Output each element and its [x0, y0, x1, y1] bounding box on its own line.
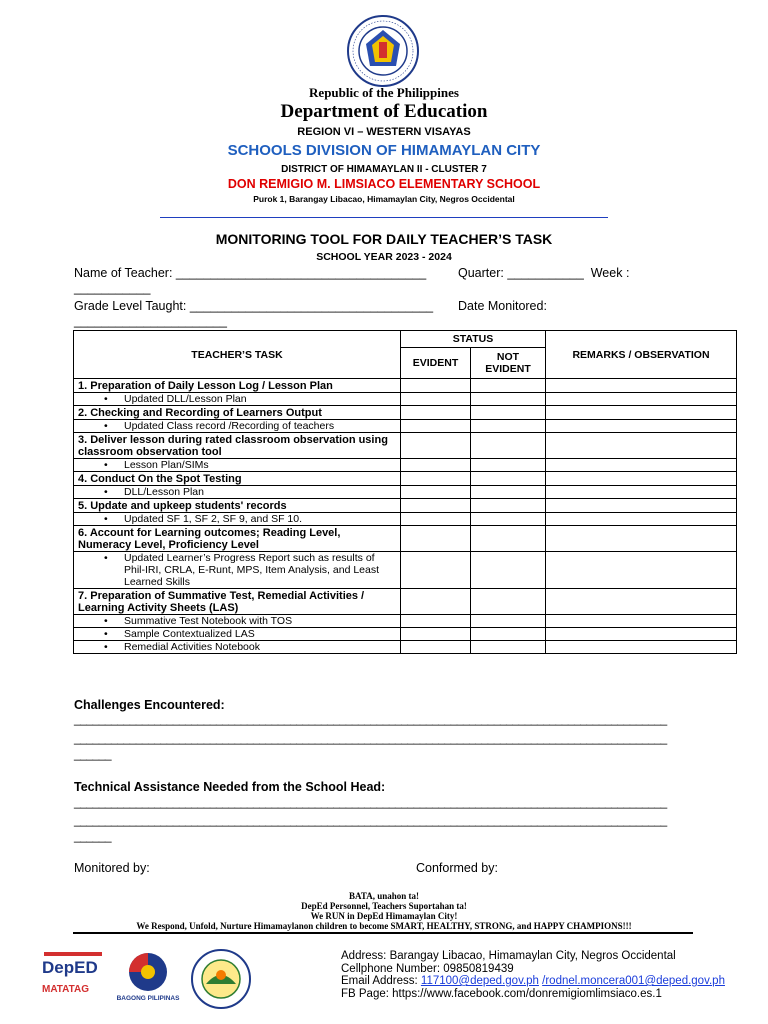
- task-item-label: • Updated SF 1, SF 2, SF 9, and SF 10.: [74, 513, 401, 526]
- not-evident-cell[interactable]: [471, 379, 546, 393]
- quarter-week-field[interactable]: Quarter: ___________ Week :: [458, 266, 630, 280]
- task-category-label: 7. Preparation of Summative Test, Remedial Activities / Learning Activity Sheets (LAS): [74, 589, 401, 615]
- conformed-by-label: Conformed by:: [416, 861, 498, 875]
- task-item-row: [74, 486, 737, 499]
- task-item-row: [74, 552, 737, 589]
- remarks-cell[interactable]: [546, 526, 737, 552]
- task-category-row: [74, 379, 737, 393]
- remarks-cell[interactable]: [546, 552, 737, 589]
- remarks-cell[interactable]: [546, 641, 737, 654]
- evident-cell[interactable]: [401, 393, 471, 406]
- remarks-cell[interactable]: [546, 628, 737, 641]
- technical-line-2[interactable]: ________________________________________________________________________________________________: [74, 813, 667, 827]
- remarks-cell[interactable]: [546, 615, 737, 628]
- task-item-row: [74, 513, 737, 526]
- remarks-cell[interactable]: [546, 379, 737, 393]
- district-heading: DISTRICT OF HIMAMAYLAN II - CLUSTER 7: [281, 164, 487, 175]
- task-category-label: 3. Deliver lesson during rated classroom observation using classroom observation tool: [74, 433, 401, 459]
- footer-motto: BATA, unahon ta! DepEd Personnel, Teachers Suportahan ta! We RUN in DepEd Himamaylan City! We Respond, Unfold, Nurture Himamaylanon children to become SMART, HEALTHY, STRONG, and HAPPY CHAMPIONS!!!: [136, 891, 632, 931]
- challenges-line-2[interactable]: ________________________________________________________________________________________________: [74, 731, 667, 745]
- task-item-row: [74, 628, 737, 641]
- not-evident-cell[interactable]: [471, 513, 546, 526]
- not-evident-cell[interactable]: [471, 615, 546, 628]
- monitored-by-label: Monitored by:: [74, 861, 150, 875]
- deped-seal-logo: [346, 14, 420, 88]
- task-item-row: [74, 420, 737, 433]
- header-not-evident: NOT EVIDENT: [471, 348, 546, 379]
- evident-cell[interactable]: [401, 615, 471, 628]
- remarks-cell[interactable]: [546, 472, 737, 486]
- challenges-line-3[interactable]: ______: [74, 747, 112, 761]
- task-category-row: [74, 433, 737, 459]
- evident-cell[interactable]: [401, 486, 471, 499]
- footer-contact: [341, 950, 725, 1000]
- document-title: MONITORING TOOL FOR DAILY TEACHER’S TASK: [215, 231, 553, 247]
- evident-cell[interactable]: [401, 526, 471, 552]
- not-evident-cell[interactable]: [471, 499, 546, 513]
- header-teachers-task: TEACHER’S TASK: [74, 331, 401, 379]
- remarks-cell[interactable]: [546, 513, 737, 526]
- remarks-cell[interactable]: [546, 589, 737, 615]
- not-evident-cell[interactable]: [471, 628, 546, 641]
- evident-cell[interactable]: [401, 641, 471, 654]
- evident-cell[interactable]: [401, 628, 471, 641]
- not-evident-cell[interactable]: [471, 459, 546, 472]
- task-category-row: [74, 472, 737, 486]
- evident-cell[interactable]: [401, 513, 471, 526]
- task-item-label: • Remedial Activities Notebook: [74, 641, 401, 654]
- footer-cellphone: Cellphone Number: 09850819439: [341, 962, 514, 975]
- task-item-label: • Updated Learner’s Progress Report such as results of Phil-IRI, CRLA, E-Runt, MPS, Item Analysis, and Least Learned Skills: [74, 552, 401, 589]
- bagong-pilipinas-caption: BAGONG PILIPINAS: [116, 995, 180, 1002]
- task-item-label: • Lesson Plan/SIMs: [74, 459, 401, 472]
- footer-address: Address: Barangay Libacao, Himamaylan City, Negros Occidental: [341, 950, 676, 962]
- task-table: [73, 330, 737, 654]
- not-evident-cell[interactable]: [471, 406, 546, 420]
- task-category-row: [74, 589, 737, 615]
- not-evident-cell[interactable]: [471, 486, 546, 499]
- footer-divider: [73, 932, 693, 934]
- task-item-row: [74, 459, 737, 472]
- teacher-name-field[interactable]: Name of Teacher: ____________________________________: [74, 266, 427, 280]
- task-item-label: • DLL/Lesson Plan: [74, 486, 401, 499]
- grade-level-field[interactable]: Grade Level Taught: ___________________________________: [74, 299, 434, 313]
- not-evident-cell[interactable]: [471, 552, 546, 589]
- remarks-cell[interactable]: [546, 486, 737, 499]
- challenges-line-1[interactable]: ________________________________________________________________________________________________: [74, 712, 667, 726]
- not-evident-cell[interactable]: [471, 420, 546, 433]
- remarks-cell[interactable]: [546, 499, 737, 513]
- division-seal-logo: [190, 948, 252, 1010]
- task-category-label: 6. Account for Learning outcomes; Reading Level, Numeracy Level, Proficiency Level: [74, 526, 401, 552]
- task-item-row: [74, 615, 737, 628]
- evident-cell[interactable]: [401, 406, 471, 420]
- evident-cell[interactable]: [401, 433, 471, 459]
- not-evident-cell[interactable]: [471, 641, 546, 654]
- not-evident-cell[interactable]: [471, 589, 546, 615]
- evident-cell[interactable]: [401, 499, 471, 513]
- challenges-label: Challenges Encountered:: [74, 698, 225, 712]
- evident-cell[interactable]: [401, 379, 471, 393]
- email-link-2[interactable]: /rodnel.moncera001@deped.gov.ph: [542, 975, 725, 987]
- evident-cell[interactable]: [401, 420, 471, 433]
- header-divider: [160, 217, 608, 218]
- division-heading: SCHOOLS DIVISION OF HIMAMAYLAN CITY: [227, 142, 541, 159]
- bagong-pilipinas-logo: [118, 951, 178, 993]
- deped-matatag-logo: DepED MATATAG: [40, 952, 106, 1002]
- technical-assistance-label: Technical Assistance Needed from the School Head:: [74, 780, 386, 794]
- footer-email: Email Address: 117100@deped.gov.ph /rodnel.moncera001@deped.gov.ph: [341, 975, 725, 987]
- task-item-label: • Updated Class record /Recording of teachers: [74, 420, 401, 433]
- task-category-label: 5. Update and upkeep students' records: [74, 499, 401, 513]
- task-category-row: [74, 406, 737, 420]
- week-blank[interactable]: ___________: [74, 281, 151, 295]
- task-item-row: [74, 641, 737, 654]
- header-evident: EVIDENT: [401, 348, 471, 379]
- task-category-label: 2. Checking and Recording of Learners Output: [74, 406, 401, 420]
- date-monitored-blank[interactable]: ______________________: [74, 314, 227, 328]
- not-evident-cell[interactable]: [471, 472, 546, 486]
- header-status: STATUS: [401, 331, 546, 348]
- school-year: SCHOOL YEAR 2023 - 2024: [316, 251, 452, 263]
- header-remarks: REMARKS / OBSERVATION: [546, 331, 737, 379]
- task-item-row: [74, 393, 737, 406]
- not-evident-cell[interactable]: [471, 526, 546, 552]
- evident-cell[interactable]: [401, 472, 471, 486]
- task-category-row: [74, 526, 737, 552]
- remarks-cell[interactable]: [546, 420, 737, 433]
- task-category-row: [74, 499, 737, 513]
- task-item-label: • Sample Contextualized LAS: [74, 628, 401, 641]
- task-item-label: • Summative Test Notebook with TOS: [74, 615, 401, 628]
- school-name: DON REMIGIO M. LIMSIACO ELEMENTARY SCHOOL: [227, 177, 541, 191]
- department-heading: Department of Education: [280, 101, 488, 122]
- task-item-label: • Updated DLL/Lesson Plan: [74, 393, 401, 406]
- footer-fb-page: FB Page: https://www.facebook.com/donremigiomlimsiaco.es.1: [341, 987, 662, 1000]
- email-link-1[interactable]: 117100@deped.gov.ph: [420, 975, 539, 987]
- remarks-cell[interactable]: [546, 393, 737, 406]
- remarks-cell[interactable]: [546, 433, 737, 459]
- region-heading: REGION VI – WESTERN VISAYAS: [297, 126, 471, 138]
- not-evident-cell[interactable]: [471, 393, 546, 406]
- republic-heading: Republic of the Philippines: [309, 85, 459, 100]
- technical-line-1[interactable]: ________________________________________________________________________________________________: [74, 795, 667, 809]
- evident-cell[interactable]: [401, 589, 471, 615]
- task-category-label: 4. Conduct On the Spot Testing: [74, 472, 401, 486]
- evident-cell[interactable]: [401, 552, 471, 589]
- not-evident-cell[interactable]: [471, 433, 546, 459]
- remarks-cell[interactable]: [546, 459, 737, 472]
- task-category-label: 1. Preparation of Daily Lesson Log / Lesson Plan: [74, 379, 401, 393]
- evident-cell[interactable]: [401, 459, 471, 472]
- technical-line-3[interactable]: ______: [74, 829, 112, 843]
- school-address: Purok 1, Barangay Libacao, Himamaylan City, Negros Occidental: [253, 194, 515, 204]
- date-monitored-label: Date Monitored:: [458, 299, 547, 313]
- remarks-cell[interactable]: [546, 406, 737, 420]
